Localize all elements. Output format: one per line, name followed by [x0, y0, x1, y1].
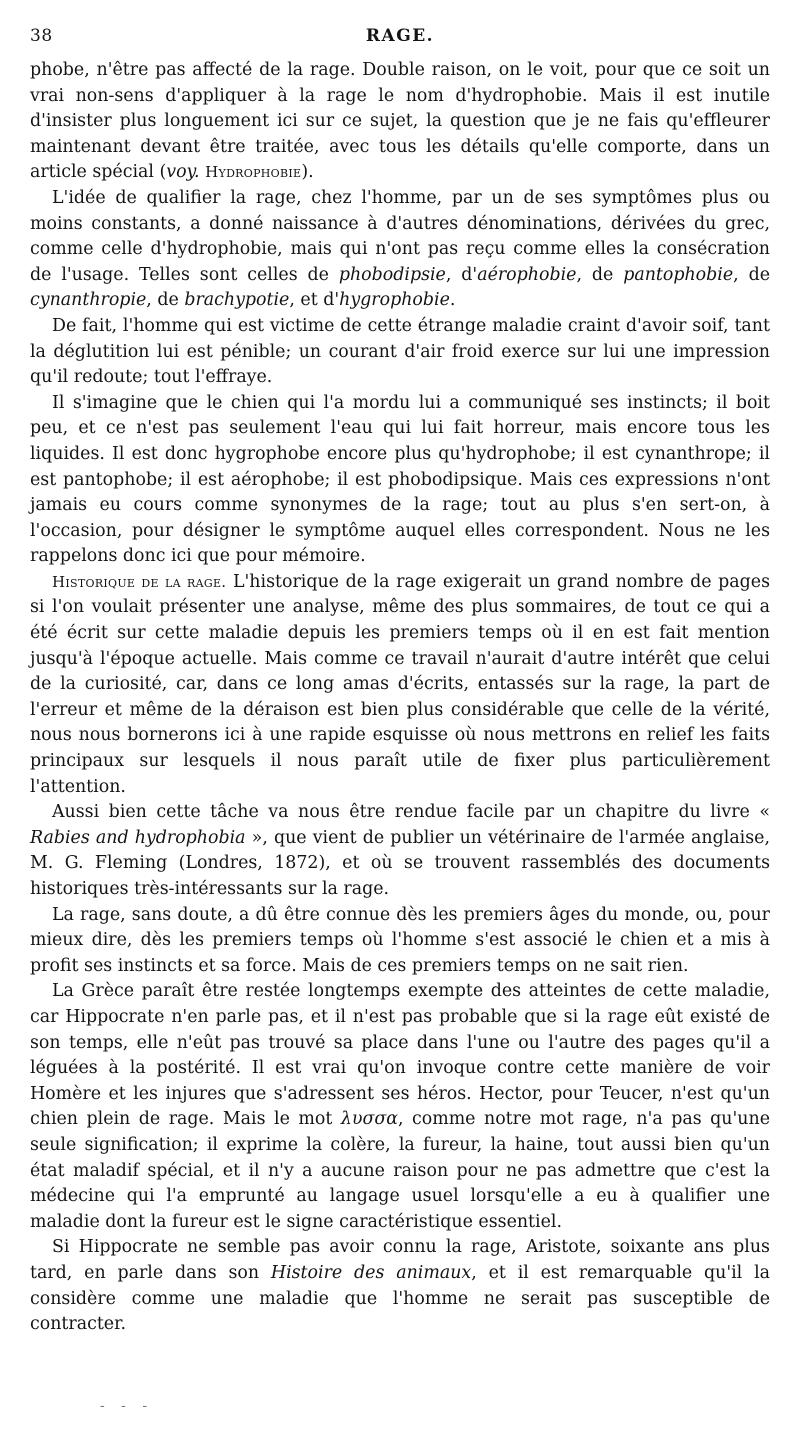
paragraph	[30, 979, 770, 1235]
italic-text: phobodipsie	[338, 264, 446, 285]
text-run: Aussi bien cette tâche va nous être rendue facile par un chapitre du livre «	[52, 802, 770, 823]
text-run: , et d'	[289, 290, 340, 311]
text-run: Il s'imagine que le chien qui l'a mordu lui a communiqué ses instincts; il boit peu, et ce n'est pas seulement l'eau qui lui fait horreur, mais encore tous les liquides. Il est donc hygrophobe encore plus qu'hydrophobe; il est cynanthrope; il est pantophobe; il est aérophobe; il est phobodipsique. Mais ces expressions n'ont jamais eu cours comme synonymes de la rage; tout au plus s'en sert-on, à l'occasion, pour désigner le symptôme auquel elles correspondent. Nous ne les rappelons donc ici que pour mémoire.	[30, 392, 770, 567]
text-run: Si Hippocrate ne semble pas avoir connu la rage, Aristote, soixante ans plus tard, en parle dans son	[30, 1237, 770, 1283]
text-run: , de	[146, 290, 185, 311]
italic-text: λυσσα	[340, 1109, 398, 1130]
page-number: 38	[30, 26, 53, 46]
paragraph	[30, 58, 770, 186]
paragraph	[30, 391, 770, 570]
text-run: L'historique de la rage exigerait un grand nombre de pages si l'on voulait présenter une analyse, même des plus sommaires, de tout ce qui a été écrit sur cette maladie depuis les premiers temps où il en est fait mention jusqu'à l'époque actuelle. Mais comme ce travail n'aurait d'autre intérêt que celui de la curiosité, car, dans ce long amas d'écrits, entassés sur la rage, la part de l'erreur et même de la déraison est bien plus considérable que celle de la vérité, nous nous bornerons ici à une rapide esquisse où nous mettrons en relief les faits principaux sur lesquels il nous paraît utile de fixer plus particulièrement l'attention.	[30, 571, 771, 797]
running-title: RAGE.	[365, 26, 435, 46]
text-run: La Grèce paraît être restée longtemps exempte des atteintes de cette maladie, car Hippocrate n'en parle pas, et il n'est pas probable que si la rage eût existé de son temps, elle n'eût pas trouvé sa place dans l'une ou l'autre des pages qu'il a léguées à la postérité. Il est vrai qu'on invoque contre cette manière de voir Homère et les injures que s'adressent ses héros. Hector, pour Teucer, n'est qu'un chien plein de rage. Mais le mot	[30, 981, 770, 1130]
text-run: phobe, n'être pas affecté de la rage. Double raison, on le voit, pour que ce soit un vrai non-sens d'appliquer à la rage le nom d'hydrophobie. Mais il est inutile d'insister plus longuement ici sur ce sujet, la question que je ne fais qu'effleurer maintenant devant être traitée, avec tous les détails qu'elle comporte, dans un article spécial (	[30, 60, 770, 183]
italic-text: voy.	[166, 162, 200, 183]
italic-text: aérophobie	[477, 264, 577, 285]
small-caps-text: Hydrophobie	[205, 163, 302, 182]
paragraph	[30, 903, 770, 980]
paragraph	[30, 186, 770, 314]
paragraph	[30, 314, 770, 391]
text-run: , et il est remarquable qu'il la considère comme une maladie que l'homme ne serait pas susceptible de contracter.	[30, 1262, 771, 1335]
text-run: .	[449, 290, 456, 311]
text-run: De fait, l'homme qui est victime de cette étrange maladie craint d'avoir soif, tant la déglutition lui est pénible; un courant d'air froid exerce sur lui une impression qu'il redoute; tout l'effraye.	[30, 315, 770, 388]
text-run: La rage, sans doute, a dû être connue dès les premiers âges du monde, ou, pour mieux dire, dès les premiers temps où l'homme s'est associé le chien et a mis à profit ses instincts et sa force. Mais de ces premiers temps on ne sait rien.	[30, 904, 770, 976]
text-run: , de	[733, 264, 770, 285]
paragraph	[30, 570, 770, 800]
italic-text: Rabies and hydrophobia	[30, 827, 246, 848]
italic-text: cynanthropie	[30, 290, 147, 311]
text-run: , de	[576, 264, 624, 285]
small-caps-text: Historique de la rage.	[52, 572, 227, 591]
paragraph	[30, 1235, 770, 1337]
text-run: ).	[301, 162, 314, 183]
running-head	[30, 26, 770, 52]
text-run: , d'	[445, 264, 478, 285]
italic-text: brachypotie	[184, 290, 290, 311]
text-run: , comme notre mot rage, n'a pas qu'une seule signification; il exprime la colère, la fureur, la haine, tout aussi bien qu'un état maladif spécial, et il n'y a aucune raison pour ne pas admettre que c'est la médecine qui l'a emprunté au langage usuel lorsqu'elle a eu à qualifier une maladie dont la fureur est le signe caractéristique essentiel.	[30, 1109, 770, 1232]
body-text	[30, 58, 770, 1338]
paragraph	[30, 800, 770, 902]
italic-text: hygrophobie	[339, 290, 450, 311]
bottom-marks: - - -	[100, 1398, 154, 1414]
text-run: L'idée de qualifier la rage, chez l'homme, par un de ses symptômes plus ou moins constants, a donné naissance à d'autres dénominations, dérivées du grec, comme celle d'hydrophobie, mais qui n'ont pas reçu comme elles la consécration de l'usage. Telles sont celles de	[30, 187, 770, 285]
text-run: », que vient de publier un vétérinaire de l'armée anglaise, M. G. Fleming (Londres, 1872), et où se trouvent rassemblés des documents historiques très-intéressants sur la rage.	[30, 827, 770, 899]
italic-text: pantophobie	[623, 264, 734, 285]
italic-text: Histoire des animaux	[270, 1262, 472, 1283]
